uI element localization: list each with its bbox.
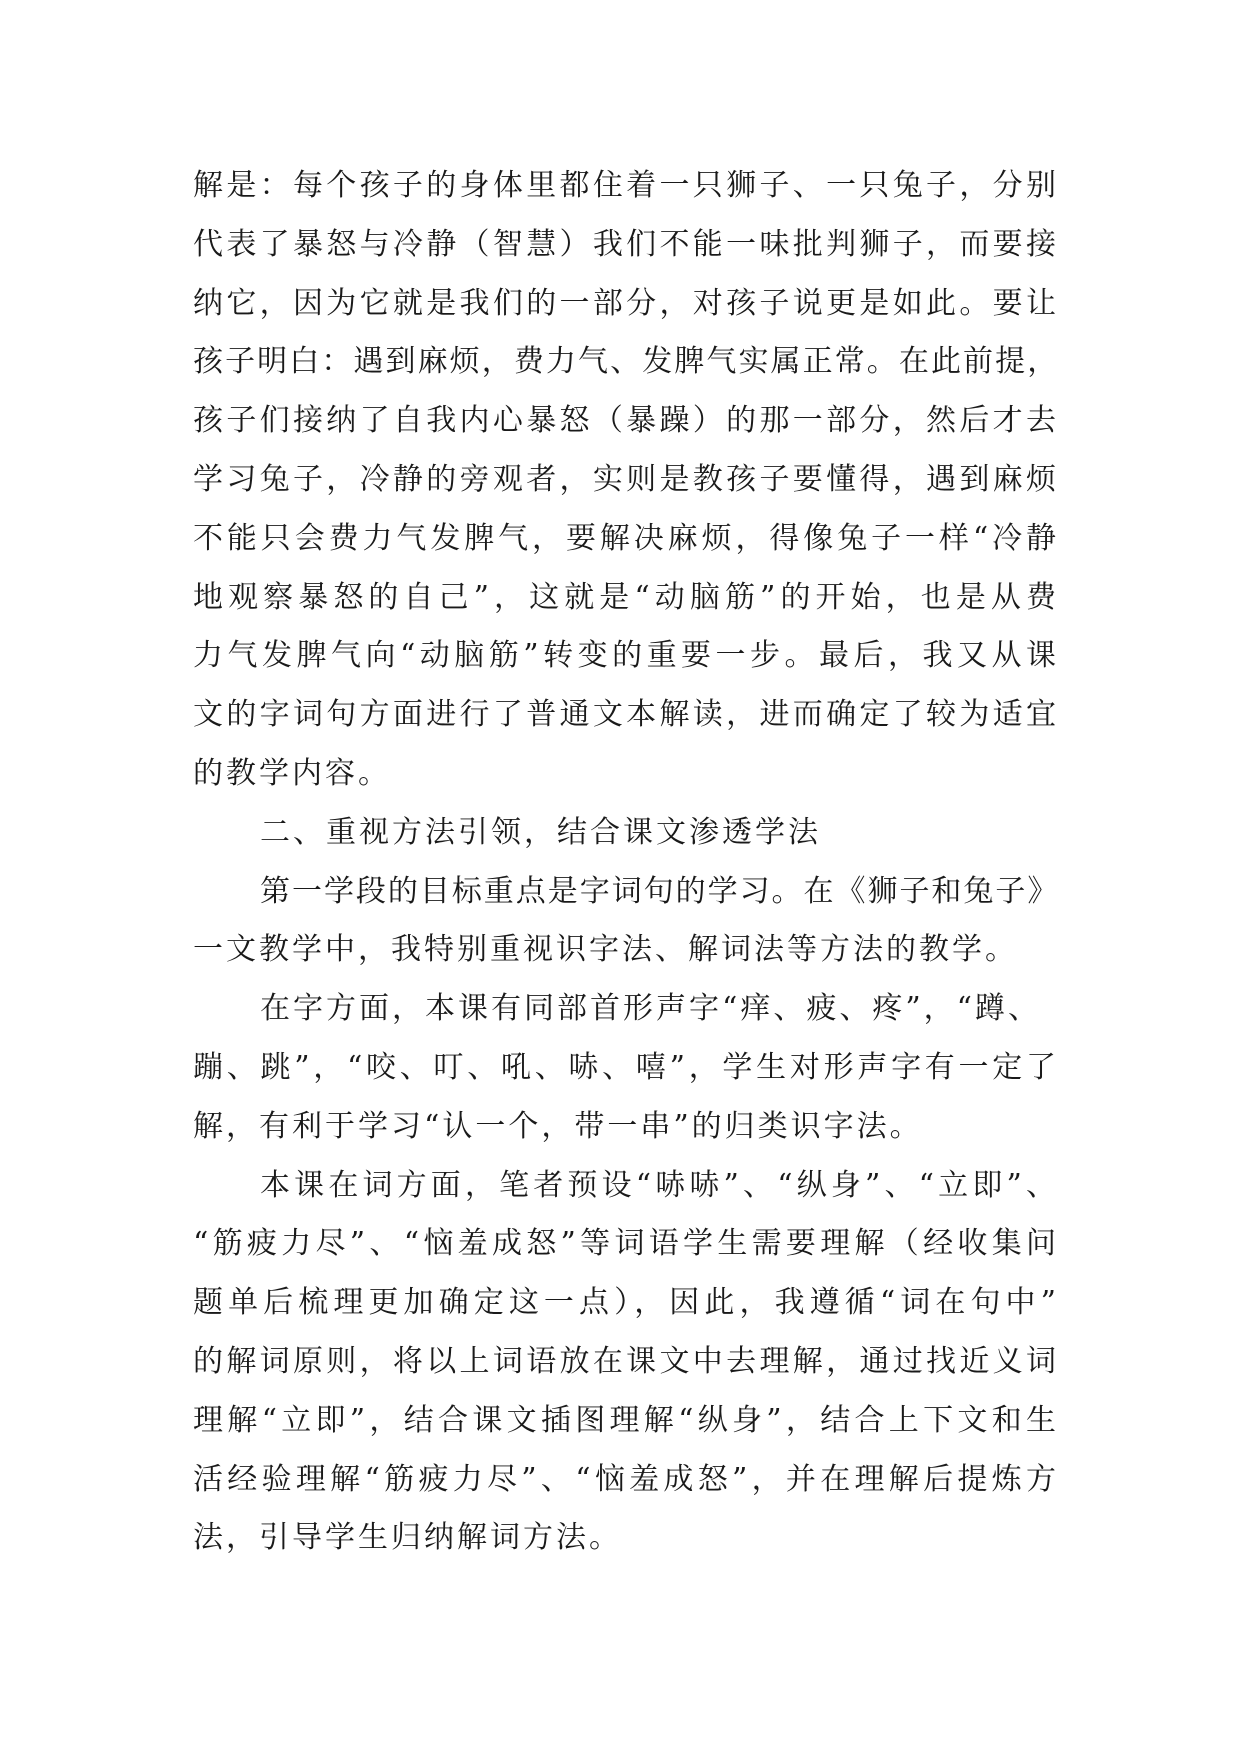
text-line: 的解词原则，将以上词语放在课文中去理解，通过找近义词 bbox=[193, 1343, 1059, 1379]
text-line: 代表了暴怒与冷静（智慧）我们不能一味批判狮子，而要接 bbox=[193, 226, 1059, 262]
text-line: 第一学段的目标重点是字词句的学习。在《狮子和兔子》 bbox=[260, 873, 1059, 909]
text-line: 的教学内容。 bbox=[193, 755, 391, 791]
text-line: 纳它，因为它就是我们的一部分，对孩子说更是如此。要让 bbox=[193, 285, 1059, 321]
paragraph bbox=[193, 157, 1059, 804]
text-line: 解，有利于学习“认一个，带一串”的归类识字法。 bbox=[193, 1108, 923, 1144]
section-heading bbox=[193, 804, 1059, 863]
text-line: 题单后梳理更加确定这一点），因此，我遵循“词在句中” bbox=[193, 1285, 1059, 1321]
text-line: 孩子们接纳了自我内心暴怒（暴躁）的那一部分，然后才去 bbox=[193, 403, 1059, 439]
text-line: 法，引导学生归纳解词方法。 bbox=[193, 1520, 622, 1556]
text-line: 学习兔子，冷静的旁观者，实则是教孩子要懂得，遇到麻烦 bbox=[193, 461, 1059, 497]
text-line: 在字方面，本课有同部首形声字“痒、疲、疼”，“蹲、 bbox=[260, 991, 1042, 1027]
text-line: 蹦、跳”，“咬、叮、吼、哧、嘻”，学生对形声字有一定了 bbox=[193, 1049, 1059, 1085]
text-line: 文的字词句方面进行了普通文本解读，进而确定了较为适宜 bbox=[193, 697, 1059, 733]
document-body bbox=[193, 157, 1059, 1568]
text-line: 不能只会费力气发脾气，要解决麻烦，得像兔子一样“冷静 bbox=[193, 520, 1059, 556]
text-line: “筋疲力尽”、“恼羞成怒”等词语学生需要理解（经收集问 bbox=[193, 1226, 1059, 1262]
paragraph bbox=[193, 1157, 1059, 1569]
text-line: 解是：每个孩子的身体里都住着一只狮子、一只兔子，分别 bbox=[193, 168, 1059, 203]
text-line: 活经验理解“筋疲力尽”、“恼羞成怒”，并在理解后提炼方 bbox=[193, 1461, 1059, 1497]
section-heading-text: 二、重视方法引领，结合课文渗透学法 bbox=[260, 814, 821, 850]
paragraph bbox=[193, 863, 1059, 981]
paragraph bbox=[193, 980, 1059, 1156]
text-line: 力气发脾气向“动脑筋”转变的重要一步。最后，我又从课 bbox=[193, 638, 1059, 674]
text-line: 孩子明白：遇到麻烦，费力气、发脾气实属正常。在此前提， bbox=[193, 344, 1059, 380]
text-line: 理解“立即”，结合课文插图理解“纵身”，结合上下文和生 bbox=[193, 1402, 1059, 1438]
text-line: 本课在词方面，笔者预设“哧哧”、“纵身”、“立即”、 bbox=[260, 1167, 1059, 1203]
text-line: 一文教学中，我特别重视识字法、解词法等方法的教学。 bbox=[193, 932, 1018, 968]
text-line: 地观察暴怒的自己”，这就是“动脑筋”的开始，也是从费 bbox=[193, 579, 1059, 615]
